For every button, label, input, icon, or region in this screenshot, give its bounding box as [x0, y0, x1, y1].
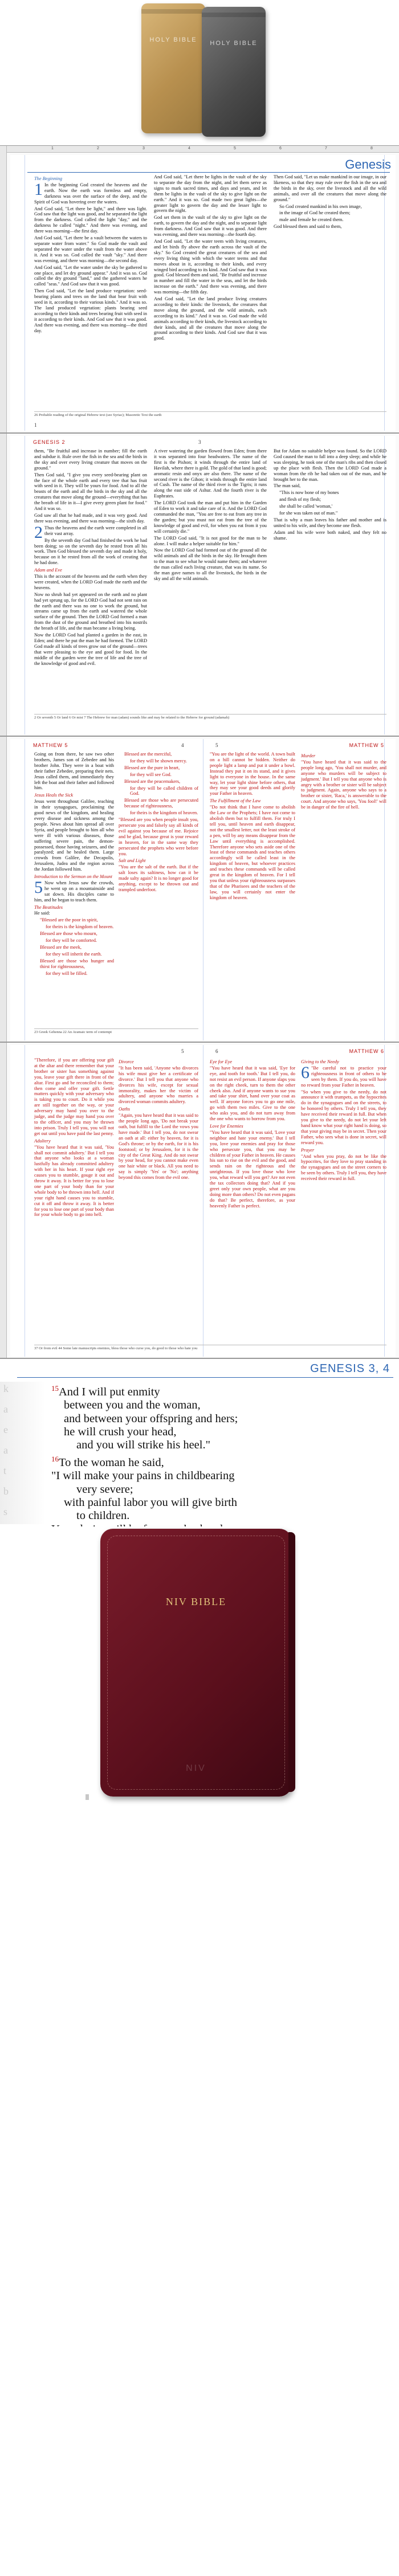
chapter-header: GENESIS 2: [33, 439, 66, 445]
text-column-2: And God said, "Let there be lights in the vault of the sky to separate the day from the night, and let them serve as signs to mark sacred times, and days and years, and let them be lights in the vault of the sky to give light on the earth." And it was so. God made two great lights—the greater light to govern the day and the lesser light to govern the night. God set them in the vault of the sky to give light on the earth, to govern the day and the night, and to separate light from darkness. And God saw that it was good. And there was evening, and there was morning—the fourth day. And God said, "Let the water teem with living creatures, and let birds fly above the earth across the vault of the sky." So God created the great creatures of the sea and every living thing with which the water teems and that moves about in it, according to their kinds, and every winged bird according to its kind. And God saw that it was good. God blessed them and said, "Be fruitful and increase in number and fill the water in the seas, and let the birds increase on the earth." And there was evening, and there was morning—the fifth day. And God said, "Let the land produce living creatures according to their kinds: the livestock, the creatures that move along the ground, and the wild animals, each according to its kind." And it was so. God made the wild animals according to their kinds, the livestock according to their kinds, and all the creatures that move along the ground according to their kinds. And God saw that it was good.: [154, 174, 267, 341]
page: [10, 1045, 396, 1357]
ruler-top: 1 2 3 4 5 6 7 8: [0, 146, 399, 153]
chapter-number: 6: [301, 1063, 310, 1082]
page: [10, 155, 396, 431]
page: [10, 436, 396, 734]
chapter-number: 1: [34, 179, 43, 199]
chapter-header-right: MATTHEW 5: [349, 742, 384, 748]
page-number-right: 5: [215, 742, 218, 748]
text-column-4: Murder "You have heard that it was said to the people long ago, 'You shall not murder, and anyone who murders will be subject to judgment.' But I tell you that anyone who is angry with a brother or sister will be subject to judgment. Again, anyone who says to a brother or sister, 'Raca,' is answerable to the court. And anyone who says, 'You fool!' will be in danger of the fire of hell.: [301, 753, 386, 810]
text-column-2: A river watering the garden flowed from Eden; from there it was separated into four headwaters. The name of the first is the Pishon; it winds through the entire land of Havilah, where there is gold. The gold of that land is good; aromatic resin and onyx are also there. The name of the second river is the Gihon; it winds through the entire land of Cush. The name of the third river is the Tigris; it runs along the east side of Ashur. And the fourth river is the Euphrates. The LORD God took the man and put him in the Garden of Eden to work it and take care of it. And the LORD God commanded the man, "You are free to eat from any tree in the garden; but you must not eat from the tree of the knowledge of good and evil, for when you eat from it you will certainly die." The LORD God said, "It is not good for the man to be alone. I will make a helper suitable for him." Now the LORD God had formed out of the ground all the wild animals and all the birds in the sky. He brought them to the man to see what he would name them; and whatever the man called each living creature, that was its name. So the man gave names to all the livestock, the birds in the sky and all the wild animals.: [154, 448, 267, 581]
page-number-right: 6: [215, 1048, 218, 1054]
text-column-3: Eye for Eye "You have heard that it was said, 'Eye for eye, and tooth for tooth.' But I tell you, do not resist an evil person. If anyone slaps you on the right cheek, turn to them the other cheek also. And if anyone wants to sue you and take your shirt, hand over your coat as well. If anyone forces you to go one mile, go with them two miles. Give to the one who asks you, and do not turn away from the one who wants to borrow from you. Love for Enemies "You have heard that it was said, 'Love your neighbor and hate your enemy.' But I tell you, love your enemies and pray for those who persecute you, that you may be children of your Father in heaven. He causes his sun to rise on the evil and the good, and sends rain on the righteous and the unrighteous. If you love those who love you, what reward will you get? Are not even the tax collectors doing that? And if you greet only your own people, what are you doing more than others? Do not even pagans do that? Be perfect, therefore, as your heavenly Father is perfect.: [210, 1059, 295, 1209]
text-column-3: "You are the light of the world. A town built on a hill cannot be hidden. Neither do people light a lamp and put it under a bowl. Instead they put it on its stand, and it gives light to everyone in the house. In the same way, let your light shine before others, that they may see your good deeds and glorify your Father in heaven. The Fulfillment of the Law "Do not think that I have come to abolish the Law or the Prophets; I have not come to abolish them but to fulfill them. For truly I tell you, until heaven and earth disappear, not the smallest letter, not the least stroke of a pen, will by any means disappear from the Law until everything is accomplished. Therefore anyone who sets aside one of the least of these commands and teaches others accordingly will be called least in the kingdom of heaven, but whoever practices and teaches these commands will be called great in the kingdom of heaven. For I tell you that unless your righteousness surpasses that of the Pharisees and the teachers of the law, you will certainly not enter the kingdom of heaven.: [210, 752, 295, 900]
text-column-1: Going on from there, he saw two other brothers, James son of Zebedee and his brother John. They were in a boat with their father Zebedee, preparing their nets. Jesus called them, and immediately they left the boat and their father and followed him. Jesus Heals the Sick Jesus went throughout Galilee, teaching in their synagogues, proclaiming the good news of the kingdom, and healing every disease and sickness among the people. News about him spread all over Syria, and people brought to him all who were ill with various diseases, those suffering severe pain, the demon-possessed, those having seizures, and the paralyzed; and he healed them. Large crowds from Galilee, the Decapolis, Jerusalem, Judea and the region across the Jordan followed him. Introduction to the Sermon on the Mount 5 Now when Jesus saw the crowds, he went up on a mountainside and sat down. His disciples came to him, and he began to teach them. The Beatitudes He said: "Blessed are the poor in spirit, for theirs is the kingdom of heaven. Blessed are those who mourn, for they will be comforted. Blessed are the meek, for they will inherit the earth. Blessed are those who hunger and thirst for righteousness, for they will be filled.: [34, 752, 114, 976]
large-print-zoom: [0, 1358, 399, 1526]
page-spread-genesis-2: [0, 433, 399, 736]
page-number-left: 5: [181, 1048, 184, 1054]
footnote: 37 Or from evil 44 Some late manuscripts enemies, bless those who curse you, do good to those who hate you: [34, 1345, 386, 1351]
facing-page-edge: k a e a t b s: [0, 1382, 46, 1524]
product-photo-bibles: [0, 0, 399, 145]
verse-line: [51, 1483, 393, 1496]
gray-bible-image: [202, 7, 266, 137]
text-column-1: "Therefore, if you are offering your gift at the altar and there remember that your brother or sister has something against you, leave your gift there in front of the altar. First go and be reconciled to them; then come and offer your gift. Settle matters quickly with your adversary who is taking you to court. Do it while you are still together on the way, or your adversary may hand you over to the judge, and the judge may hand you over to the officer, and you may be thrown into prison. Truly I tell you, you will not get out until you have paid the last penny. Adultery "You have heard that it was said, 'You shall not commit adultery.' But I tell you that anyone who looks at a woman lustfully has already committed adultery with her in his heart. If your right eye causes you to stumble, gouge it out and throw it away. It is better for you to lose one part of your body than for your whole body to be thrown into hell. And if your right hand causes you to stumble, cut it off and throw it away. It is better for you to lose one part of your body than for your whole body to go into hell.: [34, 1058, 114, 1218]
footnote: 23 Greek Gehenna 22 An Aramaic term of contempt: [34, 1028, 198, 1035]
verse-line: [51, 1439, 393, 1452]
footnote: 2 Or seventh 5 Or land 6 Or mist 7 The Hebrew for man (adam) sounds like and may be related to the Hebrew for ground (adamah): [34, 714, 386, 720]
page-spread-matthew-6: [0, 1042, 399, 1358]
verse-text: he will crush your head,: [64, 1426, 177, 1439]
ruler-left: [0, 737, 7, 1042]
verse-text: to children.: [76, 1509, 130, 1522]
cover-emboss: NIV: [186, 1763, 206, 1773]
verse-text: very severe;: [76, 1483, 133, 1496]
verse-text: and between your offspring and hers;: [64, 1412, 238, 1425]
verse-line: [51, 1399, 393, 1412]
verse-text: "I will make your pains in childbearing: [51, 1469, 235, 1483]
chapter-number: 5: [34, 877, 43, 897]
ruler-left: [0, 146, 7, 432]
cover-title: NIV BIBLE: [165, 1596, 227, 1607]
book-header: Genesis: [345, 157, 391, 172]
verse-text: and you will strike his heel.": [76, 1439, 210, 1452]
text-column-4: Giving to the Needy 6 "Be careful not to practice your righteousness in front of others to be seen by them. If you do, you will have no reward from your Father in heaven. "So when you give to the needy, do not announce it with trumpets, as the hypocrites do in the synagogues and on the streets, to be honored by others. Truly I tell you, they have received their reward in full. But when you give to the needy, do not let your left hand know what your right hand is doing, so that your giving may be in secret. Then your Father, who sees what is done in secret, will reward you. Prayer "And when you pray, do not be like the hypocrites, for they love to pray standing in the synagogues and on the street corners to be seen by others. Truly I tell you, they have received their reward in full.: [301, 1059, 386, 1182]
verse-line: [51, 1452, 393, 1469]
page-number: 1: [34, 422, 37, 428]
verse-number: 16: [51, 1454, 59, 1463]
text-column-2: Divorce "It has been said, 'Anyone who divorces his wife must give her a certificate of divorce.' But I tell you that anyone who divorces his wife, except for sexual immorality, makes her the victim of adultery, and anyone who marries a divorced woman commits adultery. Oaths "Again, you have heard that it was said to the people long ago, 'Do not break your oath, but fulfill to the Lord the vows you have made.' But I tell you, do not swear an oath at all: either by heaven, for it is God's throne; or by the earth, for it is his footstool; or by Jerusalem, for it is the city of the Great King. And do not swear by your head, for you cannot make even one hair white or black. All you need to say is simply 'Yes' or 'No'; anything beyond this comes from the evil one.: [119, 1059, 198, 1181]
page-number: 3: [198, 439, 201, 445]
chapter-header-left: MATTHEW 5: [33, 742, 68, 748]
verse-text: with painful labor you will give birth: [64, 1496, 238, 1509]
gold-bible-label: HOLY BIBLE: [149, 36, 197, 43]
text-column-1: them, "Be fruitful and increase in number; fill the earth and subdue it. Rule over the fish in the sea and the birds in the sky and over every living creature that moves on the ground." Then God said, "I give you every seed-bearing plant on the face of the whole earth and every tree that has fruit with seed in it. They will be yours for food. And to all the beasts of the earth and all the birds in the sky and all the creatures that move along the ground—everything that has the breath of life in it—I give every green plant for food." And it was so. God saw all that he had made, and it was very good. And there was evening, and there was morning—the sixth day. 2 Thus the heavens and the earth were completed in all their vast array. By the seventh day God had finished the work he had been doing; so on the seventh day he rested from all his work. Then God blessed the seventh day and made it holy, because on it he rested from all the work of creating that he had done. Adam and Eve This is the account of the heavens and the earth when they were created, when the LORD God made the earth and the heavens. Now no shrub had yet appeared on the earth and no plant had yet sprung up, for the LORD God had not sent rain on the earth and there was no one to work the ground, but streams came up from the earth and watered the whole surface of the ground. Then the LORD God formed a man from the dust of the ground and breathed into his nostrils the breath of life, and the man became a living being. Now the LORD God had planted a garden in the east, in Eden; and there he put the man he had formed. The LORD God made all kinds of trees grow out of the ground—trees that were pleasing to the eye and good for food. In the middle of the garden were the tree of life and the tree of the knowledge of good and evil.: [34, 448, 147, 666]
section-heading: Adam and Eve: [34, 568, 62, 573]
footnote: 26 Probable reading of the original Hebrew text (see Syriac); Masoretic Text the earth: [34, 411, 386, 418]
gray-bible-label: HOLY BIBLE: [210, 40, 258, 47]
burgundy-bible-image: [100, 1529, 292, 1797]
chapter-number: 2: [34, 522, 43, 542]
page: [10, 739, 396, 1040]
chapter-header: GENESIS 3, 4: [310, 1362, 390, 1375]
verse-text: To the woman he said,: [59, 1456, 164, 1469]
verse-line: [51, 1382, 393, 1399]
page-number-left: 4: [181, 742, 184, 748]
gold-bible-image: [141, 3, 205, 133]
page-spread-genesis-1: [0, 145, 399, 433]
ribbon-marker: [85, 1794, 89, 1800]
ruler-left: [0, 434, 7, 736]
text-column-3: Then God said, "Let us make mankind in our image, in our likeness, so that they may rule over the fish in the sea and the birds in the sky, over the livestock and all the wild animals, and over all the creatures that move along the ground." So God created mankind in his own image, in the image of God he created them; male and female he created them. God blessed them and said to them,: [274, 174, 386, 230]
chapter-header-right: MATTHEW 6: [349, 1048, 384, 1054]
ruler-left: [0, 1043, 7, 1358]
verse-line: [51, 1412, 393, 1426]
page-spread-matthew-5: [0, 736, 399, 1042]
verse-line: [51, 1509, 393, 1522]
verse-text: between you and the woman,: [64, 1399, 201, 1412]
text-column-1: The Beginning 1 In the beginning God created the heavens and the earth. Now the earth was formless and empty, darkness was over the surface of the deep, and the Spirit of God was hovering over the waters. And God said, "Let there be light," and there was light. God saw that the light was good, and he separated the light from the darkness. God called the light "day," and the darkness he called "night." And there was evening, and there was morning—the first day. And God said, "Let there be a vault between the waters to separate water from water." So God made the vault and separated the water under the vault from the water above it. And it was so. God called the vault "sky." And there was evening, and there was morning—the second day. And God said, "Let the water under the sky be gathered to one place, and let dry ground appear." And it was so. God called the dry ground "land," and the gathered waters he called "seas." And God saw that it was good. Then God said, "Let the land produce vegetation: seed-bearing plants and trees on the land that bear fruit with seed in it, according to their various kinds." And it was so. The land produced vegetation: plants bearing seed according to their kinds and trees bearing fruit with seed in it according to their kinds. And God saw that it was good. And there was evening, and there was morning—the third day.: [34, 176, 147, 333]
section-heading: The Beginning: [34, 176, 63, 181]
verse-line: [51, 1426, 393, 1439]
text-column-3: But for Adam no suitable helper was found. So the LORD God caused the man to fall into a deep sleep; and while he was sleeping, he took one of the man's ribs and then closed up the place with flesh. Then the LORD God made a woman from the rib he had taken out of the man, and he brought her to the man. The man said, "This is now bone of my bones and flesh of my flesh; she shall be called 'woman,' for she was taken out of man." That is why a man leaves his father and mother and is united to his wife, and they become one flesh. Adam and his wife were both naked, and they felt no shame.: [274, 448, 386, 541]
text-column-2: Blessed are the merciful, for they will be shown mercy. Blessed are the pure in heart, for they will see God. Blessed are the peacemakers, for they will be called children of God. Blessed are those who are persecuted because of righteousness, for theirs is the kingdom of heaven. "Blessed are you when people insult you, persecute you and falsely say all kinds of evil against you because of me. Rejoice and be glad, because great is your reward in heaven, for in the same way they persecuted the prophets who were before you. Salt and Light "You are the salt of the earth. But if the salt loses its saltiness, how can it be made salty again? It is no longer good for anything, except to be thrown out and trampled underfoot.: [119, 752, 198, 892]
verse-line: [51, 1469, 393, 1483]
product-photo-burgundy-bible: [0, 1526, 399, 1801]
verse-text: And I will put enmity: [59, 1385, 160, 1398]
verse-line: [51, 1496, 393, 1509]
verse-number: 15: [51, 1384, 59, 1393]
